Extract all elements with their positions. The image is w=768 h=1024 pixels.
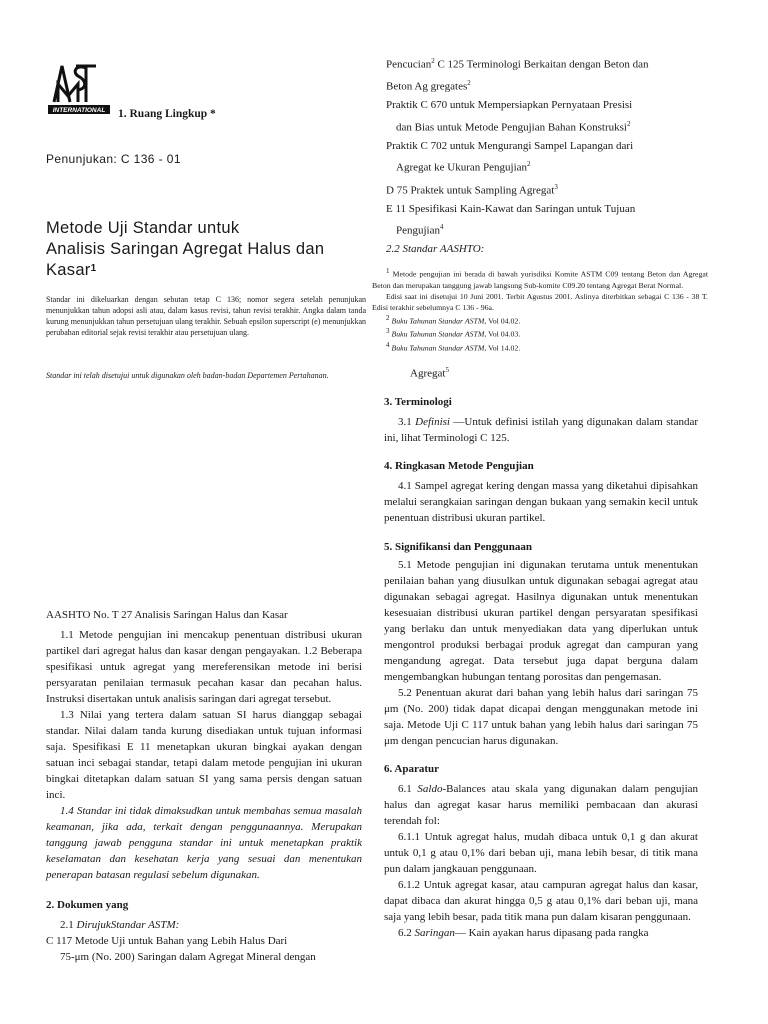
paragraph: 1.3 Nilai yang tertera dalam satuan SI harus dianggap sebagai standar. Nilai dalam tanda kurung disediakan untuk tujuan informasi saja. Spesifikasi E 11 menetapkan ukuran bingkai ayakan dengan satuan inci sebagai standar, tetapi dalam metode pengujian ini ukuran bingkai ditetapkan dalam satuan SI yang sama persis dengan satuan inci.: [46, 709, 362, 801]
footnote-4: $^4$ Buku Tahunan Standar ASTM, Vol 14.02.: [386, 340, 521, 353]
section-heading: 4. Ringkasan Metode Pengujian: [384, 460, 534, 472]
list-item: dan Bias untuk Metode Pengujian Bahan Konstruksi$^2$: [396, 119, 631, 134]
title-line: [46, 260, 366, 281]
paragraph: 6.2 Saringan— Kain ayakan harus dipasang pada rangka: [398, 927, 649, 939]
footnote-1: $^1$ Metode pengujian ini berada di bawah yurisdiksi Komite ASTM C09 tentang Beton dan Agregat Beton dan merupakan tanggung jawab langsung Sub-komite C09.20 tentang Agregat Berat Normal.: [372, 267, 708, 290]
list-item: Pengujian$^4$: [396, 223, 444, 237]
section-heading: 3. Terminologi: [384, 396, 452, 408]
footnotes: [372, 266, 708, 353]
list-item: Agregat ke Ukuran Pengujian$^2$: [396, 160, 531, 175]
footnote-2: $^2$ Buku Tahunan Standar ASTM, Vol 04.02.: [386, 313, 521, 326]
title-footnote-mark: 1: [90, 263, 97, 274]
page-title: [46, 218, 366, 281]
paragraph: 1.4 Standar ini tidak dimaksudkan untuk membahas semua masalah keamanan, jika ada, terkait dengan penggunaannya. Merupakan tanggung jawab pengguna standar ini untuk menetapkan praktik keselamatan dan kesehatan kerja yang sesuai dan menentukan penerapan batasan regulasi sebelum digunakan.: [46, 805, 362, 881]
paragraph: 6.1 Saldo-Balances atau skala yang digunakan dalam pengujian halus dan agregat kasar harus memiliki pembacaan dan akurasi terendah fol:: [384, 783, 699, 827]
paragraph: 5.2 Penentuan akurat dari bahan yang lebih halus dari saringan 75 μm (No. 200) tidak dapat dicapai dengan menggunakan metode ini saja. Metode Uji C 117 untuk bahan yang lebih halus dari saringan 75 μm dengan pencucian harus digunakan.: [384, 687, 698, 747]
aashto-reference: AASHTO No. T 27 Analisis Saringan Halus dan Kasar: [46, 609, 288, 621]
footnote-3: $^3$ Buku Tahunan Standar ASTM, Vol 04.03.: [386, 327, 521, 339]
paragraph: 1.1 Metode pengujian ini mencakup penentuan distribusi ukuran partikel dari agregat halus dan kasar dengan pengayakan. 1.2 Beberapa spesifikasi untuk agregat yang mereferensikan metode ini berisi persyaratan penilaian termasuk pecahan kasar dan pecahan halus. Instruksi disertakan untuk analisis saringan dari agregat tersebut.: [46, 629, 362, 705]
right-column-body: [384, 394, 698, 941]
list-item: E 11 Spesifikasi Kain-Kawat dan Saringan untuk Tujuan: [386, 202, 636, 215]
left-column-body: [46, 607, 362, 965]
designation: Penunjukan: C 136 - 01: [46, 152, 181, 166]
list-item: Pencucian$^2$ C 125 Terminologi Berkaitan dengan Beton dan: [386, 57, 649, 71]
title-line: Analisis Saringan Agregat Halus dan: [46, 240, 325, 258]
section-heading: 6. Aparatur: [384, 763, 439, 775]
section-heading: 2. Dokumen yang: [46, 899, 129, 911]
logo-text: INTERNATIONAL: [52, 107, 106, 114]
list-item: 2.2 Standar AASHTO:: [386, 243, 485, 256]
list-item: Praktik C 670 untuk Mempersiapkan Pernyataan Presisi: [386, 99, 633, 112]
section-heading: 5. Signifikansi dan Penggunaan: [384, 541, 532, 553]
issued-note: Standar ini dikeluarkan dengan sebutan tetap C 136; nomor segera setelah penunjukan menunjukkan tahun adopsi asli atau, dalam kasus revisi, tahun revisi terakhir. Angka dalam tanda kurung menunjukkan tahun persetujuan ulang terakhir. Sebuah epsilon superscript (e) menunjukkan perubahan editorial sejak revisi terakhir atau persetujuan ulang.: [46, 295, 366, 337]
paragraph: 6.1.1 Untuk agregat halus, mudah dibaca untuk 0,1 g dan akurat untuk 0,1 g atau 0,1% dari beban uji, mana lebih besar, di titik mana pun dalam jangkauan penggunaan.: [384, 831, 698, 875]
reference-item: C 117 Metode Uji untuk Bahan yang Lebih Halus Dari: [46, 935, 288, 947]
paragraph: 6.1.2 Untuk agregat kasar, atau campuran agregat halus dan kasar, dapat dibaca dan akurat hingga 0,5 g atau 0,1% dari beban uji, mana saja yang lebih besar, pada titik mana pun dalam kisaran penggunaan.: [384, 879, 698, 923]
scope-heading: 1. Ruang Lingkup *: [118, 108, 216, 120]
referenced-documents-list: [386, 52, 706, 259]
list-item: Praktik C 702 untuk Mengurangi Sampel Lapangan dari: [386, 139, 634, 152]
paragraph: 3.1 Definisi —Untuk definisi istilah yang digunakan dalam standar ini, lihat Terminologi C 125.: [384, 416, 699, 444]
astm-logo: [48, 58, 110, 120]
title-line: Metode Uji Standar untuk: [46, 219, 240, 237]
paragraph: 5.1 Metode pengujian ini digunakan terutama untuk menentukan penilaian bahan yang diusulkan untuk digunakan sebagai agregat atau digunakan sebagai agregat. Hasilnya digunakan untuk menentukan kesesuaian distribusi ukuran partikel dengan persyaratan spesifikasi yang berlaku dan untuk menyediakan data yang diperlukan untuk mengontrol produksi berbagai produk agregat dan campuran yang mengandung agregat. Data tersebut juga dapat berguna dalam mengembangkan hubungan tentang porositas dan pengemasan.: [384, 559, 698, 683]
list-item: D 75 Praktek untuk Sampling Agregat$^3$: [386, 182, 558, 197]
title-text: Kasar: [46, 261, 91, 279]
reference-item: 75-μm (No. 200) Saringan dalam Agregat Mineral dengan: [60, 951, 316, 963]
paragraph: 4.1 Sampel agregat kering dengan massa yang diketahui dipisahkan melalui serangkaian saringan dengan bukaan yang semakin kecil untuk penentuan distribusi ukuran partikel.: [384, 480, 698, 524]
list-item: Beton Ag gregates$^2$: [386, 79, 471, 93]
agregat-continuation: Agregat$^5$: [410, 366, 449, 380]
dod-note: Standar ini telah disetujui untuk digunakan oleh badan-badan Departemen Pertahanan.: [46, 371, 329, 380]
footnote-1b: Edisi saat ini disetujui 10 Juni 2001. Terbit Agustus 2001. Aslinya diterbitkan sebagai C 136 - 38 T. Edisi terakhir sebelumnya C 136 - 96a.: [372, 291, 708, 312]
paragraph: 2.1 DirujukStandar ASTM:: [60, 919, 180, 931]
